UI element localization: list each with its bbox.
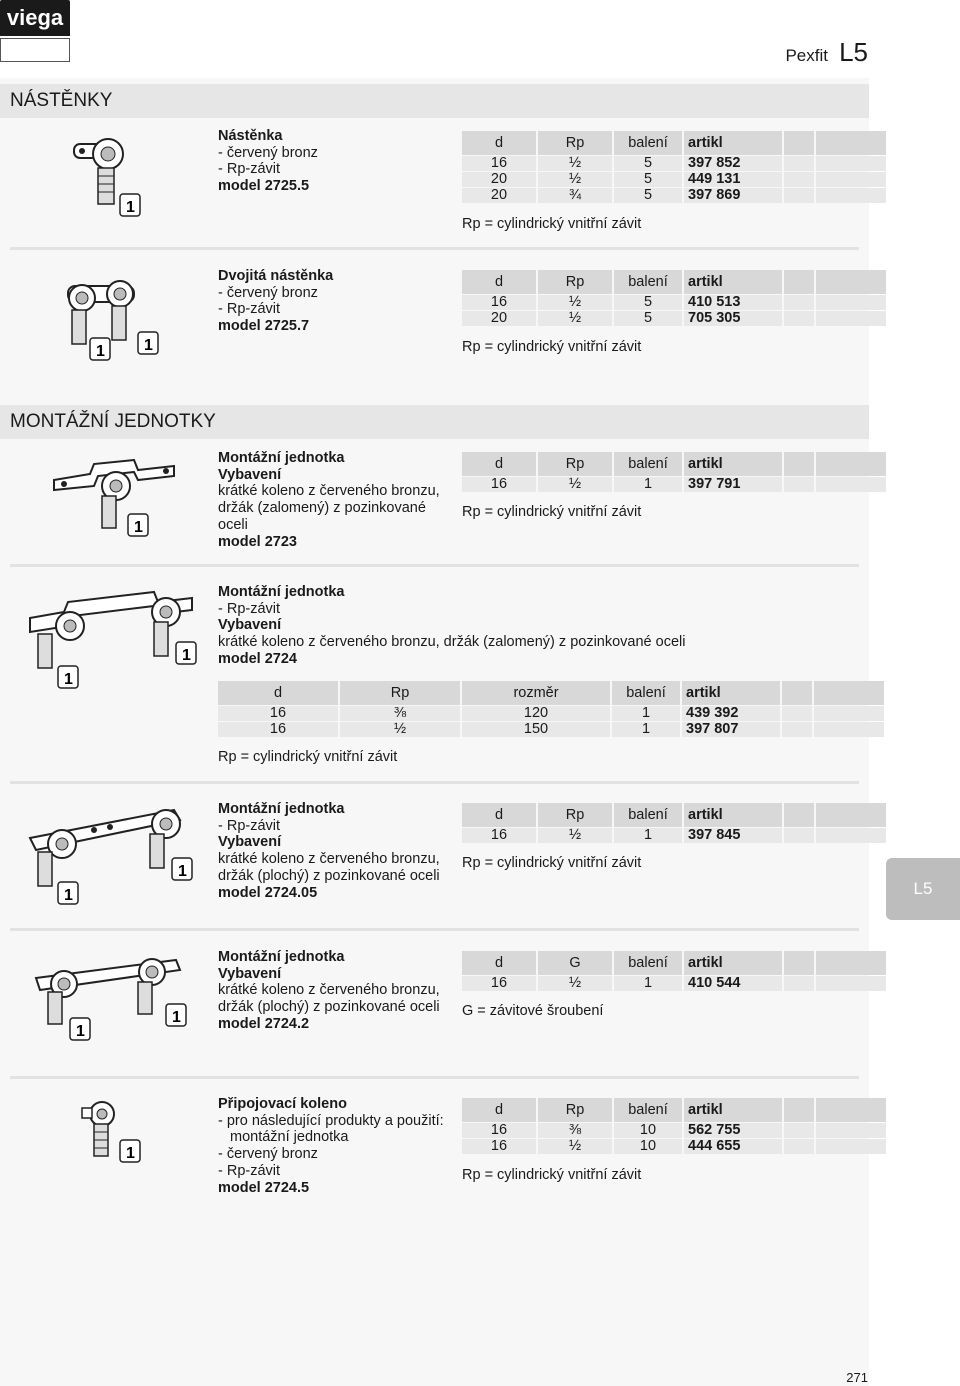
empty-cell bbox=[784, 131, 814, 155]
table-cell: ½ bbox=[538, 311, 612, 326]
empty-cell bbox=[816, 828, 886, 843]
table-cell: 444 655 bbox=[684, 1139, 782, 1154]
product-line: držák (plochý) z pozinkované oceli bbox=[218, 999, 440, 1016]
column-header: artikl bbox=[684, 951, 782, 975]
column-header: balení bbox=[614, 803, 682, 827]
empty-cell bbox=[782, 681, 812, 705]
table-cell: 705 305 bbox=[684, 311, 782, 326]
table-note: Rp = cylindrický vnitřní závit bbox=[462, 339, 642, 355]
empty-cell bbox=[816, 1139, 886, 1154]
product-name: Montážní jednotka bbox=[218, 584, 345, 600]
table-cell: 397 807 bbox=[682, 722, 780, 737]
column-header: artikl bbox=[684, 452, 782, 476]
table-cell: 1 bbox=[612, 706, 680, 721]
column-header: Rp bbox=[538, 452, 612, 476]
table-cell: 397 791 bbox=[684, 477, 782, 492]
product-thread: - Rp-závit bbox=[218, 600, 281, 617]
table-cell: 397 845 bbox=[684, 828, 782, 843]
table-cell: 5 bbox=[614, 311, 682, 326]
empty-cell bbox=[782, 722, 812, 737]
product-model: model 2724.2 bbox=[218, 1015, 310, 1032]
product-description bbox=[218, 128, 318, 195]
empty-cell bbox=[816, 172, 886, 187]
product-line: krátké koleno z červeného bronzu, bbox=[218, 982, 440, 999]
column-header: d bbox=[462, 452, 536, 476]
table-cell: 5 bbox=[614, 156, 682, 171]
table-row bbox=[218, 706, 884, 721]
table-row bbox=[462, 188, 886, 203]
empty-cell bbox=[784, 1139, 814, 1154]
product-name: Montážní jednotka bbox=[218, 949, 345, 965]
svg-text:1: 1 bbox=[64, 671, 73, 688]
table-note: Rp = cylindrický vnitřní závit bbox=[218, 749, 398, 765]
empty-cell bbox=[816, 188, 886, 203]
empty-cell bbox=[816, 156, 886, 171]
double-wall-plate-illustration bbox=[58, 272, 168, 364]
column-header: d bbox=[462, 131, 536, 155]
table-cell: 439 392 bbox=[682, 706, 780, 721]
empty-cell bbox=[816, 452, 886, 476]
empty-cell bbox=[816, 477, 886, 492]
table-cell: ⅜ bbox=[538, 1123, 612, 1138]
table-row bbox=[462, 311, 886, 326]
empty-cell bbox=[784, 803, 814, 827]
table-row bbox=[462, 1139, 886, 1154]
mounting-unit-illustration bbox=[24, 588, 204, 692]
column-header: artikl bbox=[684, 131, 782, 155]
column-header: d bbox=[218, 681, 338, 705]
product-name: Nástěnka bbox=[218, 128, 283, 144]
empty-cell bbox=[784, 270, 814, 294]
separator bbox=[10, 564, 859, 567]
product-model: model 2724.05 bbox=[218, 884, 318, 901]
product-description bbox=[218, 801, 440, 901]
product-line: - červený bronz bbox=[218, 284, 318, 301]
svg-text:1: 1 bbox=[64, 887, 73, 904]
table-cell: 16 bbox=[218, 706, 338, 721]
table-cell: ½ bbox=[340, 722, 460, 737]
product-equipment-label: Vybavení bbox=[218, 834, 282, 851]
empty-cell bbox=[816, 311, 886, 326]
svg-text:1: 1 bbox=[182, 647, 191, 664]
empty-cell bbox=[814, 706, 884, 721]
table-row bbox=[462, 477, 886, 492]
product-model: model 2725.7 bbox=[218, 318, 310, 335]
viega-logo: viega bbox=[0, 0, 70, 36]
table-row bbox=[462, 828, 886, 843]
table-cell: ½ bbox=[538, 156, 612, 171]
table-cell: 5 bbox=[614, 188, 682, 203]
separator bbox=[10, 247, 859, 250]
product-model: model 2724.5 bbox=[218, 1179, 310, 1196]
section-title-mounting-units: MONTÁŽNÍ JEDNOTKY bbox=[0, 405, 869, 439]
table-row bbox=[462, 1123, 886, 1138]
table-cell: 1 bbox=[612, 722, 680, 737]
svg-text:1: 1 bbox=[172, 1009, 181, 1026]
table-cell: 397 869 bbox=[684, 188, 782, 203]
column-header: artikl bbox=[684, 803, 782, 827]
column-header: Rp bbox=[538, 131, 612, 155]
table-cell: ½ bbox=[538, 172, 612, 187]
column-header: Rp bbox=[538, 1098, 612, 1122]
table-cell: 397 852 bbox=[684, 156, 782, 171]
column-header: artikl bbox=[684, 1098, 782, 1122]
table-cell: ½ bbox=[538, 976, 612, 991]
table-row bbox=[462, 172, 886, 187]
product-line: krátké koleno z červeného bronzu, bbox=[218, 483, 440, 500]
svg-text:1: 1 bbox=[126, 1145, 135, 1162]
table-cell: 1 bbox=[614, 477, 682, 492]
product-line: - Rp-závit bbox=[218, 301, 281, 318]
product-equipment-label: Vybavení bbox=[218, 965, 282, 982]
table-cell: 120 bbox=[462, 706, 610, 721]
table-cell: 410 513 bbox=[684, 295, 782, 310]
product-name: Připojovací koleno bbox=[218, 1096, 347, 1112]
table-cell: 10 bbox=[614, 1139, 682, 1154]
svg-text:1: 1 bbox=[134, 519, 143, 536]
product-line: držák (zalomený) z pozinkované bbox=[218, 500, 426, 517]
table-cell: 16 bbox=[218, 722, 338, 737]
column-header: balení bbox=[614, 131, 682, 155]
product-model: model 2725.5 bbox=[218, 178, 310, 195]
empty-cell bbox=[784, 172, 814, 187]
product-line: - pro následující produkty a použití: bbox=[218, 1112, 444, 1129]
header-product: Pexfit bbox=[785, 46, 828, 65]
separator bbox=[10, 1076, 859, 1079]
product-line: krátké koleno z červeného bronzu, držák (zalomený) z pozinkované oceli bbox=[218, 634, 686, 651]
table-cell: 410 544 bbox=[684, 976, 782, 991]
column-header: balení bbox=[614, 1098, 682, 1122]
section-title-wall-plates: NÁSTĚNKY bbox=[0, 84, 869, 118]
empty-cell bbox=[784, 477, 814, 492]
empty-cell bbox=[784, 452, 814, 476]
table-cell: ½ bbox=[538, 1139, 612, 1154]
empty-cell bbox=[784, 828, 814, 843]
svg-text:1: 1 bbox=[178, 863, 187, 880]
mounting-unit-flat-illustration bbox=[30, 954, 190, 1044]
column-header: d bbox=[462, 803, 536, 827]
product-line: krátké koleno z červeného bronzu, bbox=[218, 851, 440, 868]
logo-box bbox=[0, 38, 70, 62]
table-cell: ½ bbox=[538, 295, 612, 310]
svg-text:1: 1 bbox=[96, 343, 105, 360]
table-cell: 16 bbox=[462, 1139, 536, 1154]
empty-cell bbox=[814, 722, 884, 737]
column-header: balení bbox=[612, 681, 680, 705]
product-line: - červený bronz bbox=[218, 1146, 318, 1163]
product-name: Montážní jednotka bbox=[218, 801, 345, 817]
svg-text:1: 1 bbox=[126, 199, 135, 216]
table-note: Rp = cylindrický vnitřní závit bbox=[462, 855, 642, 871]
table-note: Rp = cylindrický vnitřní závit bbox=[462, 1167, 642, 1183]
empty-cell bbox=[816, 270, 886, 294]
table-cell: ⅜ bbox=[340, 706, 460, 721]
table-cell: 150 bbox=[462, 722, 610, 737]
empty-cell bbox=[814, 681, 884, 705]
product-description bbox=[218, 584, 685, 668]
product-equipment-label: Vybavení bbox=[218, 466, 282, 483]
product-line: oceli bbox=[218, 516, 248, 533]
column-header: Rp bbox=[340, 681, 460, 705]
table-cell: 5 bbox=[614, 295, 682, 310]
empty-cell bbox=[784, 188, 814, 203]
product-thread: - Rp-závit bbox=[218, 817, 281, 834]
product-name: Montážní jednotka bbox=[218, 450, 345, 466]
product-model: model 2723 bbox=[218, 533, 297, 550]
product-table bbox=[460, 269, 888, 327]
product-table bbox=[460, 130, 888, 204]
table-note: Rp = cylindrický vnitřní závit bbox=[462, 504, 642, 520]
column-header: d bbox=[462, 270, 536, 294]
table-cell: 20 bbox=[462, 188, 536, 203]
column-header: rozměr bbox=[462, 681, 610, 705]
column-header: d bbox=[462, 951, 536, 975]
table-row bbox=[462, 295, 886, 310]
table-cell: ½ bbox=[538, 828, 612, 843]
column-header: G bbox=[538, 951, 612, 975]
table-cell: 449 131 bbox=[684, 172, 782, 187]
table-cell: 5 bbox=[614, 172, 682, 187]
page-number: 271 bbox=[846, 1370, 868, 1385]
product-table bbox=[460, 802, 888, 844]
column-header: Rp bbox=[538, 803, 612, 827]
separator bbox=[10, 928, 859, 931]
empty-cell bbox=[784, 295, 814, 310]
table-cell: 1 bbox=[614, 828, 682, 843]
product-line: - červený bronz bbox=[218, 144, 318, 161]
product-name: Dvojitá nástěnka bbox=[218, 268, 334, 284]
empty-cell bbox=[816, 803, 886, 827]
empty-cell bbox=[816, 131, 886, 155]
empty-cell bbox=[784, 951, 814, 975]
table-cell: 16 bbox=[462, 156, 536, 171]
table-cell: 16 bbox=[462, 1123, 536, 1138]
section-tab[interactable]: L5 bbox=[886, 858, 960, 920]
column-header: artikl bbox=[684, 270, 782, 294]
table-cell: 16 bbox=[462, 477, 536, 492]
product-line: - Rp-závit bbox=[218, 1162, 281, 1179]
table-cell: 10 bbox=[614, 1123, 682, 1138]
column-header: artikl bbox=[682, 681, 780, 705]
connection-elbow-illustration bbox=[76, 1098, 156, 1168]
header-section-code: L5 bbox=[839, 37, 868, 67]
product-description bbox=[218, 268, 333, 335]
product-model: model 2724 bbox=[218, 650, 297, 667]
column-header: balení bbox=[614, 951, 682, 975]
product-description bbox=[218, 949, 440, 1033]
separator bbox=[10, 781, 859, 784]
svg-text:1: 1 bbox=[144, 337, 153, 354]
empty-cell bbox=[784, 311, 814, 326]
product-line: montážní jednotka bbox=[230, 1129, 349, 1146]
column-header: balení bbox=[614, 270, 682, 294]
product-table bbox=[460, 1097, 888, 1155]
empty-cell bbox=[782, 706, 812, 721]
product-table bbox=[216, 680, 886, 738]
table-cell: 562 755 bbox=[684, 1123, 782, 1138]
column-header: balení bbox=[614, 452, 682, 476]
product-table bbox=[460, 950, 888, 992]
table-cell: 16 bbox=[462, 295, 536, 310]
table-cell: 20 bbox=[462, 172, 536, 187]
table-row bbox=[218, 722, 884, 737]
empty-cell bbox=[816, 1098, 886, 1122]
table-cell: ¾ bbox=[538, 188, 612, 203]
product-description bbox=[218, 1096, 444, 1196]
product-line: držák (plochý) z pozinkované oceli bbox=[218, 867, 440, 884]
empty-cell bbox=[816, 976, 886, 991]
empty-cell bbox=[816, 951, 886, 975]
table-note: G = závitové šroubení bbox=[462, 1003, 604, 1019]
table-cell: 20 bbox=[462, 311, 536, 326]
product-equipment-label: Vybavení bbox=[218, 617, 282, 634]
wall-plate-illustration bbox=[70, 132, 150, 220]
empty-cell bbox=[816, 1123, 886, 1138]
empty-cell bbox=[784, 156, 814, 171]
column-header: d bbox=[462, 1098, 536, 1122]
empty-cell bbox=[784, 1098, 814, 1122]
table-cell: 16 bbox=[462, 828, 536, 843]
table-row bbox=[462, 976, 886, 991]
product-table bbox=[460, 451, 888, 493]
table-cell: 16 bbox=[462, 976, 536, 991]
table-cell: ½ bbox=[538, 477, 612, 492]
svg-text:1: 1 bbox=[76, 1023, 85, 1040]
empty-cell bbox=[784, 1123, 814, 1138]
empty-cell bbox=[816, 295, 886, 310]
mounting-unit-illustration bbox=[50, 452, 180, 542]
column-header: Rp bbox=[538, 270, 612, 294]
empty-cell bbox=[784, 976, 814, 991]
table-row bbox=[462, 156, 886, 171]
table-note: Rp = cylindrický vnitřní závit bbox=[462, 216, 642, 232]
product-description bbox=[218, 450, 440, 550]
mounting-unit-flat-illustration bbox=[24, 804, 200, 908]
product-line: - Rp-závit bbox=[218, 161, 281, 178]
table-cell: 1 bbox=[614, 976, 682, 991]
